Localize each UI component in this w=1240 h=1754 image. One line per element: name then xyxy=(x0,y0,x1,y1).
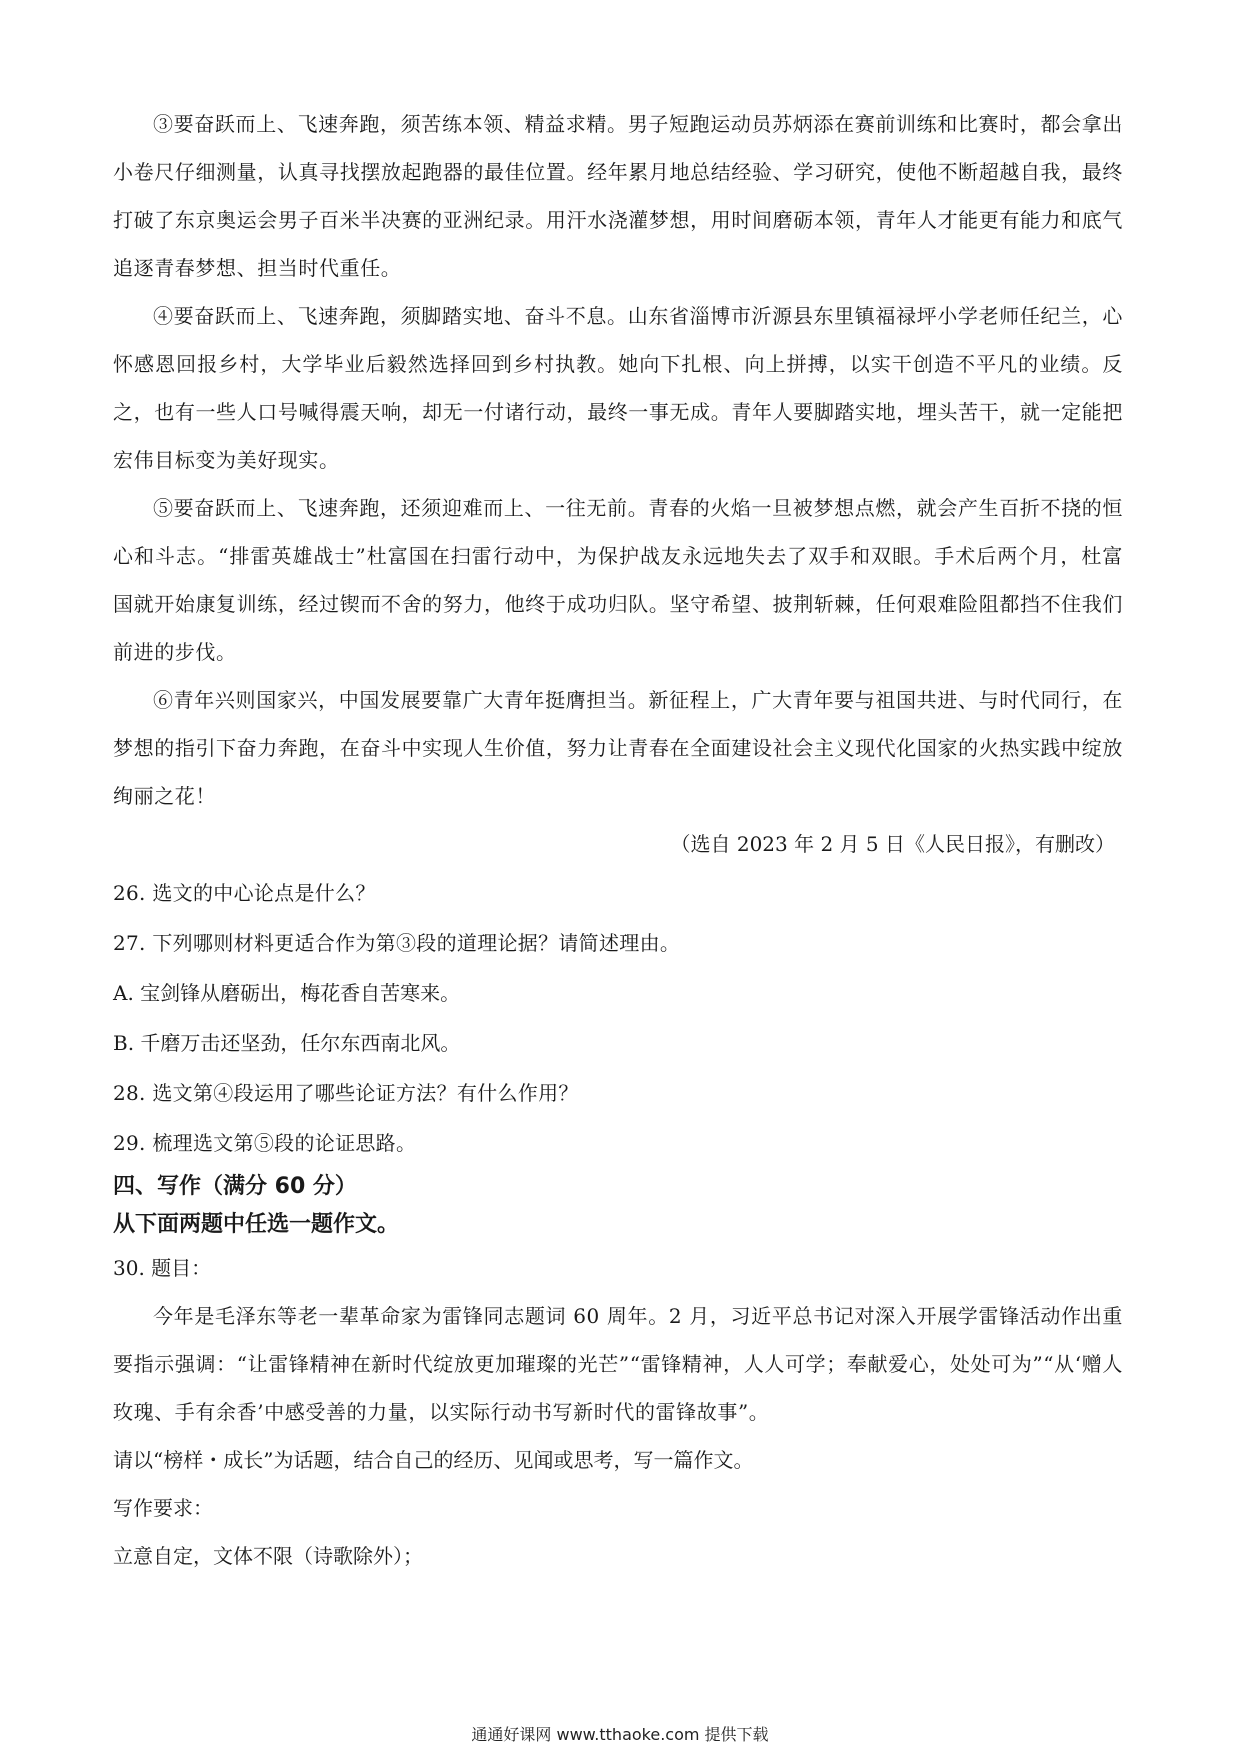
question-30: 30. 题目： xyxy=(113,1256,212,1280)
question-26: 26. 选文的中心论点是什么？ xyxy=(113,881,376,905)
question-28: 28. 选文第④段运用了哪些论证方法？有什么作用？ xyxy=(113,1081,579,1105)
writing-prompt: 今年是毛泽东等老一辈革命家为雷锋同志题词 60 周年。2 月，习近平总书记对深入开展学雷锋活动作出重要指示强调：“让雷锋精神在新时代绽放更加璀璨的光芒”“雷锋精神，人人可学；奉献爱心，处处可为”“从‘赠人玫瑰、手有余香’中感受善的力量，以实际行动书写新时代的雷锋故事”。 xyxy=(113,1304,1123,1424)
source-citation: （选自 2023 年 2 月 5 日《人民日报》，有删改） xyxy=(670,832,1115,856)
question-27-option-b: B. 千磨万击还坚劲，任尔东西南北风。 xyxy=(113,1031,461,1055)
question-27-option-a: A. 宝剑锋从磨砺出，梅花香自苦寒来。 xyxy=(113,981,461,1005)
document-page xyxy=(113,100,1123,1580)
footer-watermark: 通通好课网 www.tthaoke.com 提供下载 xyxy=(471,1725,769,1744)
writing-instruction: 从下面两题中任选一题作文。 xyxy=(113,1212,400,1237)
paragraph-4: ④要奋跃而上、飞速奔跑，须脚踏实地、奋斗不息。山东省淄博市沂源县东里镇福禄坪小学老师任纪兰，心怀感恩回报乡村，大学毕业后毅然选择回到乡村执教。她向下扎根、向上拼搏，以实干创造不平凡的业绩。反之，也有一些人口号喊得震天响，却无一付诸行动，最终一事无成。青年人要脚踏实地，埋头苦干，就一定能把宏伟目标变为美好现实。 xyxy=(113,304,1123,472)
paragraph-3: ③要奋跃而上、飞速奔跑，须苦练本领、精益求精。男子短跑运动员苏炳添在赛前训练和比赛时，都会拿出小卷尺仔细测量，认真寻找摆放起跑器的最佳位置。经年累月地总结经验、学习研究，使他不断超越自我，最终打破了东京奥运会男子百米半决赛的亚洲纪录。用汗水浇灌梦想，用时间磨砺本领，青年人才能更有能力和底气追逐青春梦想、担当时代重任。 xyxy=(113,112,1123,280)
writing-requirement-1: 立意自定，文体不限（诗歌除外）； xyxy=(113,1544,423,1568)
writing-requirements-label: 写作要求： xyxy=(113,1496,213,1520)
paragraph-5: ⑤要奋跃而上、飞速奔跑，还须迎难而上、一往无前。青春的火焰一旦被梦想点燃，就会产生百折不挠的恒心和斗志。“排雷英雄战士”杜富国在扫雷行动中，为保护战友永远地失去了双手和双眼。手术后两个月，杜富国就开始康复训练，经过锲而不舍的努力，他终于成功归队。坚守希望、披荆斩棘，任何艰难险阻都挡不住我们前进的步伐。 xyxy=(113,496,1123,664)
writing-section-title: 四、写作（满分 60 分） xyxy=(113,1174,357,1199)
writing-topic-line: 请以“榜样・成长”为话题，结合自己的经历、见闻或思考，写一篇作文。 xyxy=(113,1448,754,1472)
paragraph-6: ⑥青年兴则国家兴，中国发展要靠广大青年挺膺担当。新征程上，广大青年要与祖国共进、与时代同行，在梦想的指引下奋力奔跑，在奋斗中实现人生价值，努力让青春在全面建设社会主义现代化国家的火热实践中绽放绚丽之花！ xyxy=(113,688,1123,808)
question-29: 29. 梳理选文第⑤段的论证思路。 xyxy=(113,1131,417,1155)
question-27: 27. 下列哪则材料更适合作为第③段的道理论据？请简述理由。 xyxy=(113,931,681,955)
